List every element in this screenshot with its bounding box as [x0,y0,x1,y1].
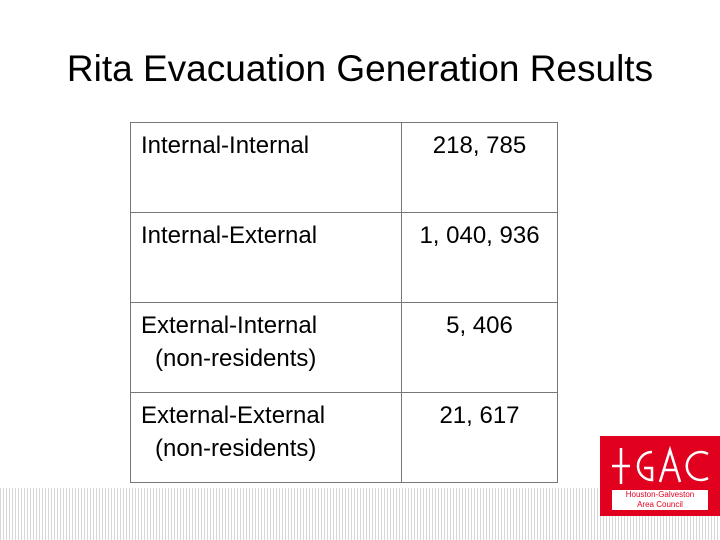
table-row [131,213,558,303]
row-value-cell [402,123,558,213]
slide-title: Rita Evacuation Generation Results [66,48,654,89]
row-label-cell [131,303,402,393]
row-label-cell [131,393,402,483]
row-label-sub: (non-residents) [155,435,317,462]
row-value-cell [402,303,558,393]
table-row [131,393,558,483]
row-value-cell [402,213,558,303]
row-value: 5, 406 [446,312,513,339]
row-value: 1, 040, 936 [419,222,540,249]
table-row [131,123,558,213]
row-label: External-Internal [141,312,318,339]
row-label-cell [131,123,402,213]
results-table [130,122,558,483]
row-label: External-External [141,402,326,429]
row-label: Internal-Internal [141,132,310,159]
row-label: Internal-External [141,222,318,249]
row-value: 218, 785 [432,132,527,159]
row-value: 21, 617 [439,402,520,429]
hgac-logo-mark-icon [608,444,712,488]
table-row [131,303,558,393]
hgac-logo-text [612,490,708,510]
row-label-sub: (non-residents) [155,345,317,372]
row-label-cell [131,213,402,303]
logo-org-line1: Houston-Galveston [625,490,695,499]
logo-org-line2: Area Council [637,500,683,509]
row-value-cell [402,393,558,483]
